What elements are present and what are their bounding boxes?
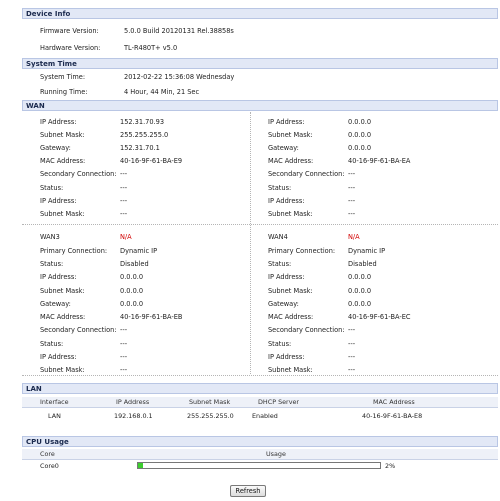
wan-field-label: Subnet Mask: <box>40 210 85 218</box>
wan-field-value: 40-16-9F-61-BA-EB <box>120 313 183 321</box>
wan-title: WAN <box>26 102 45 110</box>
wan-field-value: --- <box>348 210 356 218</box>
wan3-state: N/A <box>120 233 132 241</box>
wan-field-label: IP Address: <box>268 353 305 361</box>
cpu-core-name: Core0 <box>40 462 59 470</box>
wan-field-label: IP Address: <box>268 197 305 205</box>
wan-field-value: 152.31.70.1 <box>120 144 160 152</box>
cpu-table-header <box>22 449 498 460</box>
wan-field-value: 0.0.0.0 <box>348 131 372 139</box>
system-time-label: System Time: <box>40 73 86 81</box>
wan-field-value: --- <box>120 326 128 334</box>
wan3-name: WAN3 <box>40 233 60 241</box>
wan-field-label: Subnet Mask: <box>268 210 313 218</box>
wan-field-label: Status: <box>268 184 292 192</box>
lan-col-ip: IP Address <box>116 398 150 406</box>
wan-field-value: 0.0.0.0 <box>348 287 372 295</box>
wan-field-label: Primary Connection: <box>268 247 336 255</box>
wan-field-value: Disabled <box>348 260 377 268</box>
cpu-usage-progress-bar <box>137 462 381 469</box>
wan-field-label: Gateway: <box>268 300 299 308</box>
wan-field-label: Secondary Connection: <box>40 170 117 178</box>
lan-table-header <box>22 397 498 408</box>
wan-field-label: IP Address: <box>268 273 305 281</box>
system-time-value: 2012-02-22 15:36:08 Wednesday <box>124 73 235 81</box>
wan-field-label: Subnet Mask: <box>40 131 85 139</box>
wan-field-value: 0.0.0.0 <box>348 300 372 308</box>
wan-field-value: Dynamic IP <box>348 247 386 255</box>
wan-field-value: 40-16-9F-61-BA-EC <box>348 313 411 321</box>
wan-field-label: MAC Address: <box>268 313 314 321</box>
wan-field-label: MAC Address: <box>268 157 314 165</box>
lan-col-interface: Interface <box>40 398 69 406</box>
wan-field-label: IP Address: <box>40 197 77 205</box>
wan-field-label: Subnet Mask: <box>40 366 85 374</box>
wan-field-label: IP Address: <box>40 353 77 361</box>
wan-field-value: --- <box>120 340 128 348</box>
cpu-usage-text: 2% <box>385 462 396 470</box>
wan-field-value: 0.0.0.0 <box>348 118 372 126</box>
wan-field-value: --- <box>348 197 356 205</box>
wan-field-label: Status: <box>268 340 292 348</box>
wan-field-value: --- <box>348 184 356 192</box>
wan-field-value: --- <box>120 210 128 218</box>
lan-cell-mask: 255.255.255.0 <box>187 412 234 420</box>
wan-field-label: Gateway: <box>40 144 71 152</box>
wan-field-label: Status: <box>40 184 64 192</box>
lan-col-mask: Subnet Mask <box>189 398 231 406</box>
hardware-value: TL-R480T+ v5.0 <box>124 44 178 52</box>
system-time-header <box>22 58 498 69</box>
wan-field-value: --- <box>120 170 128 178</box>
cpu-col-core: Core <box>40 450 55 458</box>
wan-field-label: Subnet Mask: <box>268 131 313 139</box>
wan-field-value: 0.0.0.0 <box>120 273 144 281</box>
wan-field-value: 0.0.0.0 <box>348 273 372 281</box>
wan-field-label: Gateway: <box>268 144 299 152</box>
wan-field-label: IP Address: <box>268 118 305 126</box>
wan-field-label: Subnet Mask: <box>268 287 313 295</box>
cpu-usage-header <box>22 436 498 447</box>
wan-field-value: --- <box>348 366 356 374</box>
system-time-title: System Time <box>26 60 77 68</box>
wan-field-label: Primary Connection: <box>40 247 108 255</box>
wan4-name: WAN4 <box>268 233 288 241</box>
wan-field-value: --- <box>348 353 356 361</box>
running-time-value: 4 Hour, 44 Min, 21 Sec <box>124 88 200 96</box>
wan-field-value: Disabled <box>120 260 149 268</box>
wan-field-value: --- <box>120 184 128 192</box>
lan-cell-interface: LAN <box>48 412 61 420</box>
firmware-label: Firmware Version: <box>40 27 99 35</box>
wan-field-label: Status: <box>40 340 64 348</box>
wan-field-value: 0.0.0.0 <box>348 144 372 152</box>
wan-field-label: Secondary Connection: <box>268 170 345 178</box>
wan-field-label: IP Address: <box>40 118 77 126</box>
lan-cell-ip: 192.168.0.1 <box>114 412 153 420</box>
lan-cell-dhcp: Enabled <box>252 412 278 420</box>
lan-header <box>22 383 498 394</box>
wan-field-value: 0.0.0.0 <box>120 300 144 308</box>
wan-column-divider <box>250 112 251 374</box>
wan-field-label: Secondary Connection: <box>268 326 345 334</box>
wan-field-label: Subnet Mask: <box>268 366 313 374</box>
wan-field-value: 255.255.255.0 <box>120 131 169 139</box>
wan-field-value: 152.31.70.93 <box>120 118 165 126</box>
wan-field-value: --- <box>348 326 356 334</box>
wan-row-divider <box>22 224 498 225</box>
wan-field-value: 40-16-9F-61-BA-E9 <box>120 157 183 165</box>
wan-field-label: Secondary Connection: <box>40 326 117 334</box>
wan-bottom-divider <box>22 375 498 376</box>
firmware-value: 5.0.0 Build 20120131 Rel.38858s <box>124 27 234 35</box>
refresh-button[interactable]: Refresh <box>230 485 266 497</box>
cpu-usage-title: CPU Usage <box>26 438 69 446</box>
wan-field-value: --- <box>120 197 128 205</box>
wan-field-label: MAC Address: <box>40 157 86 165</box>
wan-field-label: Status: <box>40 260 64 268</box>
wan-field-label: Subnet Mask: <box>40 287 85 295</box>
wan-field-label: Gateway: <box>40 300 71 308</box>
wan-field-value: --- <box>120 366 128 374</box>
wan4-state: N/A <box>348 233 360 241</box>
wan-field-value: --- <box>348 340 356 348</box>
lan-col-mac: MAC Address <box>373 398 415 406</box>
wan-field-label: IP Address: <box>40 273 77 281</box>
wan-field-value: 40-16-9F-61-BA-EA <box>348 157 411 165</box>
wan-field-value: --- <box>348 170 356 178</box>
cpu-usage-fill <box>138 463 143 468</box>
running-time-label: Running Time: <box>40 88 88 96</box>
device-info-title: Device Info <box>26 10 71 18</box>
hardware-label: Hardware Version: <box>40 44 101 52</box>
wan-field-value: 0.0.0.0 <box>120 287 144 295</box>
wan-field-label: Status: <box>268 260 292 268</box>
lan-title: LAN <box>26 385 42 393</box>
wan-header <box>22 100 498 111</box>
device-info-header <box>22 8 498 19</box>
cpu-col-usage: Usage <box>266 450 286 458</box>
wan-field-label: MAC Address: <box>40 313 86 321</box>
lan-cell-mac: 40-16-9F-61-BA-E8 <box>362 412 423 420</box>
wan-field-value: Dynamic IP <box>120 247 158 255</box>
wan-field-value: --- <box>120 353 128 361</box>
lan-col-dhcp: DHCP Server <box>258 398 300 406</box>
